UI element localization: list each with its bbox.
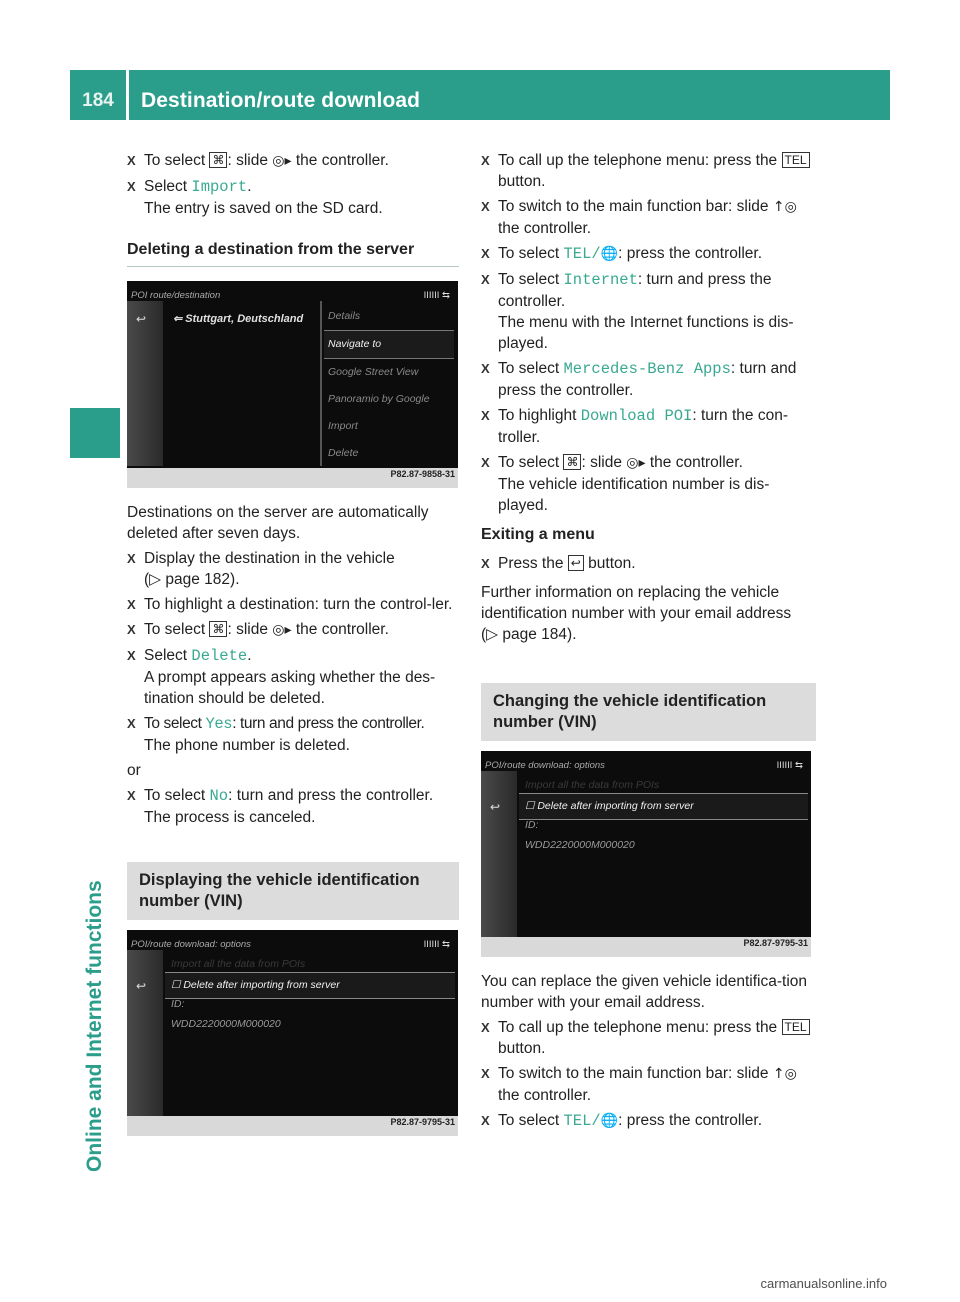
- arrow-up-icon: ↑: [772, 199, 785, 215]
- menu-item: Panoramio by Google: [328, 393, 430, 405]
- option-row-selected: ☐ Delete after importing from server: [519, 793, 808, 820]
- footer-watermark[interactable]: carmanualsonline.info: [760, 1276, 887, 1291]
- step: X Press the ↩ button.: [481, 555, 636, 572]
- step: X To select ⌘ : slide ◎▸ the controller.: [127, 152, 389, 169]
- menu-item: Google Street View: [328, 366, 419, 378]
- controller-icon: ◎: [272, 153, 285, 169]
- header-divider: [126, 70, 129, 120]
- controller-icon: ◎: [626, 455, 639, 471]
- globe-icon: 🌐: [600, 1113, 619, 1129]
- step: X To select TEL/🌐: press the controller.: [481, 245, 763, 263]
- screenshot-poi-download-options: [127, 930, 458, 1136]
- menu-item: Details: [328, 310, 361, 322]
- page-number: 184: [82, 90, 114, 111]
- menu-item-import: Import: [191, 178, 248, 196]
- or-text: or: [127, 762, 141, 779]
- step: X Select Delete. A prompt appears asking whether the des-tination should be deleted.: [127, 647, 436, 707]
- controller-icon: ◎: [272, 622, 285, 638]
- paragraph: Further information on replacing the vehicle identification number with your email address (▷ page 184).: [481, 584, 792, 643]
- paragraph: Destinations on the server are automatically deleted after seven days.: [127, 504, 429, 542]
- step-marker: X: [127, 597, 136, 612]
- step: X To call up the telephone menu: press the TEL button.: [481, 150, 816, 192]
- image-reference: P82.87-9858-31: [390, 469, 455, 479]
- step: X To select Yes: turn and press the controller. The phone number is deleted.: [127, 715, 425, 754]
- signal-status: IIIIII ⇆: [776, 760, 803, 771]
- page-reference: (▷ page 182).: [144, 571, 240, 588]
- step-marker: X: [481, 455, 490, 470]
- back-button-icon: ↩: [568, 555, 584, 571]
- screenshot-poi-route-destination: [127, 281, 458, 488]
- step: X To highlight Download POI: turn the con-troller.: [481, 407, 788, 446]
- option-row: Import all the data from POIs: [525, 779, 660, 791]
- paragraph: You can replace the given vehicle identifica-tion number with your email address.: [481, 973, 807, 1011]
- step-marker: X: [481, 246, 490, 261]
- step-marker: X: [127, 179, 136, 194]
- step-marker: X: [481, 361, 490, 376]
- image-reference: P82.87-9795-31: [390, 1117, 455, 1127]
- menu-item-yes: Yes: [205, 715, 233, 733]
- step-marker: X: [481, 408, 490, 423]
- arrow-right-icon: ▸: [638, 455, 646, 471]
- step-marker: X: [481, 272, 490, 287]
- step: X To select TEL/🌐: press the controller.: [481, 1112, 763, 1130]
- id-label: ID:: [171, 998, 185, 1010]
- controller-icon: ◎: [784, 1066, 797, 1082]
- menu-item: Import: [328, 420, 358, 432]
- back-icon: ↩: [136, 979, 147, 993]
- section-heading: Deleting a destination from the server: [127, 239, 459, 267]
- back-icon: ↩: [136, 312, 147, 326]
- screen-divider: [320, 301, 322, 466]
- step: X To select Internet: turn and press the controller. The menu with the Internet functions is dis-played.: [481, 271, 794, 352]
- left-column: [127, 150, 459, 1136]
- step: X To select Mercedes-Benz Apps: turn and press the controller.: [481, 360, 797, 399]
- menu-item-selected: Navigate to: [324, 330, 454, 359]
- option-row-selected: ☐ Delete after importing from server: [165, 972, 455, 999]
- page-title: Destination/route download: [141, 89, 421, 112]
- step-marker: X: [127, 788, 136, 803]
- signal-status: IIIIII ⇆: [423, 939, 450, 950]
- side-tab: [80, 880, 110, 1173]
- vin-value: WDD2220000M000020: [525, 839, 635, 851]
- destination-entry: ⇐ Stuttgart, Deutschland: [173, 313, 304, 325]
- step-marker: X: [127, 153, 136, 168]
- section-heading-exit-menu: Exiting a menu: [481, 526, 595, 543]
- step-marker: X: [481, 199, 490, 214]
- image-reference: P82.87-9795-31: [743, 938, 808, 948]
- step-marker: X: [481, 1020, 490, 1035]
- screen-title: POI route/destination: [131, 290, 221, 301]
- step-marker: X: [127, 622, 136, 637]
- step: X To highlight a destination: turn the control-ler.: [127, 596, 453, 613]
- step: X To select ⌘ : slide ◎▸ the controller.: [127, 621, 389, 638]
- menu-item-delete: Delete: [191, 647, 248, 665]
- signal-status: IIIIII ⇆: [423, 290, 450, 301]
- option-row: Import all the data from POIs: [171, 958, 306, 970]
- step-marker: X: [127, 551, 136, 566]
- step-marker: X: [481, 153, 490, 168]
- step: X To switch to the main function bar: slide ↑◎ the controller.: [481, 1065, 797, 1104]
- screen-title: POI/route download: options: [131, 939, 251, 950]
- favorites-icon: ⌘: [563, 454, 581, 470]
- screen-title: POI/route download: options: [485, 760, 605, 771]
- menu-item-internet: Internet: [563, 271, 638, 289]
- screen-left-bar: [127, 950, 163, 1116]
- menu-item-download-poi: Download POI: [580, 407, 693, 425]
- step: X To select ⌘ : slide ◎▸ the controller. The vehicle identification number is dis-played.: [481, 454, 770, 514]
- page-reference: (▷ page 184).: [481, 626, 577, 643]
- menu-item-tel: TEL/: [563, 1112, 601, 1130]
- step-marker: X: [481, 556, 490, 571]
- tel-button-icon: TEL: [782, 152, 810, 168]
- tel-button-icon: TEL: [782, 1019, 810, 1035]
- arrow-right-icon: ▸: [284, 153, 292, 169]
- menu-list: [324, 303, 454, 467]
- menu-item: Delete: [328, 447, 359, 459]
- globe-icon: 🌐: [600, 246, 619, 262]
- step-marker: X: [481, 1113, 490, 1128]
- step: X To switch to the main function bar: slide ↑◎ the controller.: [481, 198, 797, 237]
- step-marker: X: [481, 1066, 490, 1081]
- screenshot-poi-download-options: [481, 751, 811, 957]
- arrow-right-icon: ▸: [284, 622, 292, 638]
- screen-left-bar: [481, 771, 517, 937]
- step-marker: X: [127, 648, 136, 663]
- id-label: ID:: [525, 819, 539, 831]
- vin-value: WDD2220000M000020: [171, 1018, 281, 1030]
- favorites-icon: ⌘: [209, 621, 227, 637]
- section-heading-display-vin: Displaying the vehicle identification number (VIN): [127, 862, 459, 920]
- menu-item-mercedes-benz-apps: Mercedes-Benz Apps: [563, 360, 731, 378]
- step-marker: X: [127, 716, 136, 731]
- section-heading-change-vin: Changing the vehicle identification number (VIN): [481, 683, 816, 741]
- back-icon: ↩: [490, 800, 501, 814]
- step: X Select Import. The entry is saved on the SD card.: [127, 178, 383, 217]
- step: X To select No: turn and press the controller. The process is canceled.: [127, 787, 434, 826]
- menu-item-tel: TEL/: [563, 245, 601, 263]
- side-tab-marker: [70, 408, 120, 458]
- side-tab-label: Online and Internet functions: [83, 880, 106, 1172]
- favorites-icon: ⌘: [209, 152, 227, 168]
- step: X Display the destination in the vehicle (▷ page 182).: [127, 550, 395, 588]
- menu-item-no: No: [209, 787, 229, 805]
- controller-icon: ◎: [784, 199, 797, 215]
- step: X To call up the telephone menu: press the TEL button.: [481, 1017, 816, 1059]
- right-column: [481, 150, 816, 1136]
- arrow-up-icon: ↑: [772, 1066, 785, 1082]
